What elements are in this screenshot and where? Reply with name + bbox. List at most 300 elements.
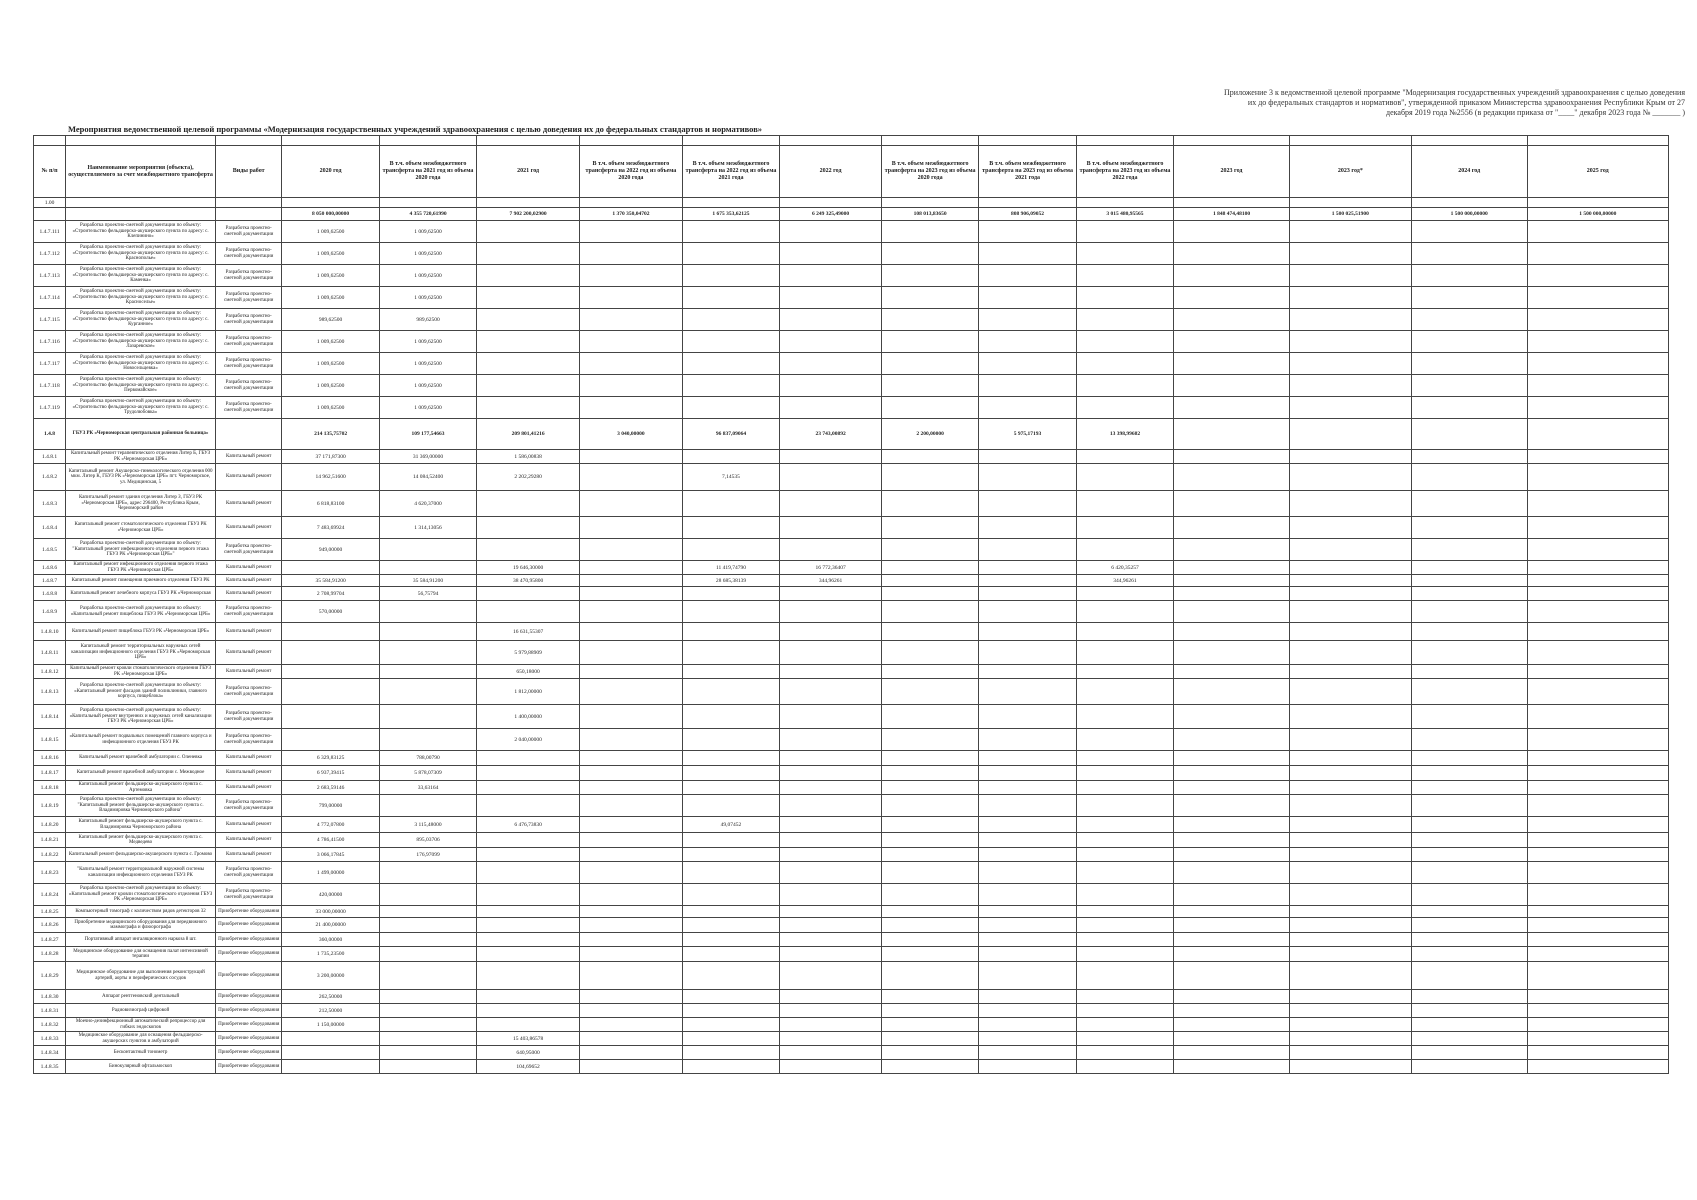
row-number: 1.4.8.32 bbox=[34, 1018, 66, 1032]
amount-cell bbox=[477, 397, 580, 419]
amount-cell bbox=[881, 933, 978, 947]
amount-cell bbox=[282, 1046, 379, 1060]
column-header: 2020 год bbox=[282, 146, 379, 198]
amount-cell bbox=[780, 862, 882, 884]
amount-cell bbox=[682, 1004, 779, 1018]
work-type: Капитальный ремонт bbox=[216, 766, 282, 781]
amount-cell bbox=[1289, 287, 1411, 309]
amount-cell bbox=[580, 833, 683, 848]
work-type: Приобретение оборудования bbox=[216, 1032, 282, 1046]
row-number: 1.4.7.116 bbox=[34, 331, 66, 353]
amount-cell: 1 370 350,04702 bbox=[580, 208, 683, 221]
measure-name: Разработка проектно-сметной документации по объекту: «Капитальный ремонт внутренних и наружных сетей канализации ГБУЗ РК «Черноморская ЦРБ» bbox=[66, 705, 216, 729]
amount-cell: 1 009,62500 bbox=[379, 243, 476, 265]
amount-cell bbox=[379, 990, 476, 1004]
amount-cell bbox=[1289, 679, 1411, 705]
amount-cell bbox=[1411, 833, 1527, 848]
amount-cell bbox=[1289, 705, 1411, 729]
amount-cell: 1 009,62500 bbox=[282, 221, 379, 243]
row-number: 1.4.8.19 bbox=[34, 795, 66, 817]
amount-cell: 23 743,00892 bbox=[780, 419, 882, 450]
amount-cell bbox=[1076, 243, 1173, 265]
amount-cell bbox=[580, 198, 683, 208]
amount-cell bbox=[881, 1060, 978, 1074]
amount-cell bbox=[881, 587, 978, 601]
amount-cell: 1 500 000,00000 bbox=[1527, 208, 1669, 221]
work-type: Капитальный ремонт bbox=[216, 848, 282, 862]
table-row bbox=[34, 751, 1669, 766]
amount-cell bbox=[780, 517, 882, 539]
amount-cell bbox=[1076, 990, 1173, 1004]
row-number: 1.4.7.118 bbox=[34, 375, 66, 397]
measure-name: Капитальный ремонт фельдшерско-акушерского пункта с. Владимировка Черноморского района bbox=[66, 817, 216, 833]
amount-cell bbox=[979, 705, 1076, 729]
amount-cell bbox=[580, 221, 683, 243]
work-type: Капитальный ремонт bbox=[216, 781, 282, 795]
amount-cell bbox=[881, 397, 978, 419]
amount-cell: 640,95000 bbox=[477, 1046, 580, 1060]
amount-cell bbox=[1289, 243, 1411, 265]
row-number: 1.4.8.13 bbox=[34, 679, 66, 705]
amount-cell bbox=[682, 862, 779, 884]
amount-cell: 1 812,00000 bbox=[477, 679, 580, 705]
row-number: 1.4.8.8 bbox=[34, 587, 66, 601]
row-number: 1.4.8.14 bbox=[34, 705, 66, 729]
work-type: Разработка проектно-сметной документации bbox=[216, 539, 282, 561]
amount-cell bbox=[979, 962, 1076, 990]
amount-cell bbox=[780, 906, 882, 918]
amount-cell bbox=[379, 884, 476, 906]
row-number: 1.4.8.27 bbox=[34, 933, 66, 947]
table-row bbox=[34, 848, 1669, 862]
measure-name: Компьютерный томограф с количеством рядов детекторов 32 bbox=[66, 906, 216, 918]
row-number: 1.4.8.21 bbox=[34, 833, 66, 848]
row-number: 1.4.7.113 bbox=[34, 265, 66, 287]
amount-cell: 6 420,35257 bbox=[1076, 561, 1173, 575]
amount-cell bbox=[682, 990, 779, 1004]
amount-cell bbox=[1174, 1018, 1290, 1032]
amount-cell bbox=[1527, 265, 1669, 287]
spacer-cell bbox=[282, 136, 379, 146]
spacer-cell bbox=[216, 136, 282, 146]
amount-cell bbox=[1289, 729, 1411, 751]
amount-cell bbox=[979, 1060, 1076, 1074]
appendix-line-1: Приложение 3 к ведомственной целевой программе "Модернизация государственных учреждений здравоохранения с целью доведения bbox=[1224, 88, 1685, 97]
amount-cell bbox=[477, 265, 580, 287]
amount-cell bbox=[1527, 198, 1669, 208]
amount-cell bbox=[1174, 990, 1290, 1004]
amount-cell bbox=[881, 1018, 978, 1032]
amount-cell bbox=[881, 601, 978, 623]
row-number: 1.4.8.23 bbox=[34, 862, 66, 884]
amount-cell bbox=[682, 795, 779, 817]
table-row bbox=[34, 833, 1669, 848]
amount-cell: 989,62500 bbox=[379, 309, 476, 331]
amount-cell bbox=[1289, 962, 1411, 990]
amount-cell: 1 150,00000 bbox=[282, 1018, 379, 1032]
amount-cell bbox=[1411, 817, 1527, 833]
amount-cell bbox=[780, 243, 882, 265]
amount-cell bbox=[477, 517, 580, 539]
amount-cell bbox=[881, 918, 978, 933]
table-row bbox=[34, 1032, 1669, 1046]
amount-cell bbox=[1289, 587, 1411, 601]
amount-cell bbox=[580, 1018, 683, 1032]
amount-cell bbox=[1174, 331, 1290, 353]
amount-cell bbox=[1527, 375, 1669, 397]
amount-cell bbox=[580, 561, 683, 575]
amount-cell bbox=[1289, 601, 1411, 623]
amount-cell bbox=[1411, 990, 1527, 1004]
amount-cell bbox=[477, 848, 580, 862]
amount-cell bbox=[780, 729, 882, 751]
amount-cell bbox=[682, 962, 779, 990]
amount-cell bbox=[379, 729, 476, 751]
amount-cell bbox=[1076, 353, 1173, 375]
measure-name: Капитальный ремонт терапевтического отделения Литер Б, ГБУЗ РК «Черноморская ЦРБ» bbox=[66, 450, 216, 464]
amount-cell bbox=[580, 641, 683, 665]
table-row bbox=[34, 1004, 1669, 1018]
amount-cell bbox=[1174, 587, 1290, 601]
amount-cell bbox=[1174, 918, 1290, 933]
amount-cell bbox=[379, 601, 476, 623]
amount-cell: 56,75794 bbox=[379, 587, 476, 601]
column-header: Виды работ bbox=[216, 146, 282, 198]
amount-cell bbox=[1527, 1046, 1669, 1060]
amount-cell bbox=[580, 539, 683, 561]
work-type: Разработка проектно-сметной документации bbox=[216, 397, 282, 419]
table-row bbox=[34, 705, 1669, 729]
amount-cell bbox=[1174, 309, 1290, 331]
amount-cell bbox=[1289, 665, 1411, 679]
spacer-cell bbox=[477, 136, 580, 146]
measure-name: Моечно-дезинфекционный автоматический репроцессор для гибких эндоскопов bbox=[66, 1018, 216, 1032]
amount-cell: 8 050 000,00000 bbox=[282, 208, 379, 221]
amount-cell bbox=[1289, 817, 1411, 833]
amount-cell bbox=[682, 198, 779, 208]
measure-name: Капитальный ремонт территориальных наружных сетей канализации инфекционного отделения ГБУЗ РК «Черноморская ЦРБ» bbox=[66, 641, 216, 665]
spacer-cell bbox=[34, 136, 66, 146]
amount-cell bbox=[682, 833, 779, 848]
amount-cell bbox=[780, 641, 882, 665]
measure-name: Капитальный ремонт кровли стоматологического отделения ГБУЗ РК «Черноморская ЦРБ» bbox=[66, 665, 216, 679]
row-number: 1.00 bbox=[34, 198, 66, 208]
spacer-cell bbox=[379, 136, 476, 146]
amount-cell bbox=[580, 795, 683, 817]
amount-cell bbox=[580, 450, 683, 464]
amount-cell: 570,00000 bbox=[282, 601, 379, 623]
amount-cell bbox=[1527, 353, 1669, 375]
amount-cell bbox=[1411, 795, 1527, 817]
amount-cell bbox=[1411, 623, 1527, 641]
amount-cell bbox=[979, 1046, 1076, 1060]
amount-cell bbox=[780, 947, 882, 962]
amount-cell: 14 084,52400 bbox=[379, 464, 476, 491]
amount-cell bbox=[580, 729, 683, 751]
amount-cell bbox=[580, 1032, 683, 1046]
measure-name: Бесконтактный тонометр bbox=[66, 1046, 216, 1060]
spacer-cell bbox=[1527, 136, 1669, 146]
amount-cell bbox=[379, 623, 476, 641]
table-row bbox=[34, 491, 1669, 517]
amount-cell bbox=[780, 1018, 882, 1032]
table-row bbox=[34, 587, 1669, 601]
amount-cell bbox=[477, 539, 580, 561]
total-row bbox=[34, 208, 1669, 221]
amount-cell: 6 329,83125 bbox=[282, 751, 379, 766]
amount-cell: 2 200,00000 bbox=[881, 419, 978, 450]
amount-cell bbox=[1289, 848, 1411, 862]
amount-cell bbox=[1527, 331, 1669, 353]
amount-cell bbox=[780, 221, 882, 243]
amount-cell bbox=[979, 795, 1076, 817]
amount-cell bbox=[1289, 906, 1411, 918]
amount-cell bbox=[979, 990, 1076, 1004]
amount-cell bbox=[1527, 575, 1669, 587]
amount-cell bbox=[1174, 265, 1290, 287]
amount-cell: 13 398,99682 bbox=[1076, 419, 1173, 450]
amount-cell bbox=[282, 561, 379, 575]
amount-cell: 4 355 720,61990 bbox=[379, 208, 476, 221]
amount-cell: 1 400,00000 bbox=[477, 705, 580, 729]
amount-cell bbox=[1527, 450, 1669, 464]
measure-name: Медицинское оборудование для оснащения палат интенсивной терапии bbox=[66, 947, 216, 962]
amount-cell bbox=[1174, 517, 1290, 539]
table-row bbox=[34, 1018, 1669, 1032]
amount-cell bbox=[1174, 561, 1290, 575]
table-row bbox=[34, 947, 1669, 962]
appendix-line-3: декабря 2019 года №2556 (в редакции приказа от "____" декабря 2023 года № _______ ) bbox=[1386, 108, 1685, 117]
column-header: Наименование мероприятия (объекта), осуществляемого за счет межбюджетного трансферта bbox=[66, 146, 216, 198]
amount-cell: 5 975,17193 bbox=[979, 419, 1076, 450]
work-type: Разработка проектно-сметной документации bbox=[216, 265, 282, 287]
amount-cell bbox=[881, 817, 978, 833]
measure-name: Капитальный ремонт лечебного корпуса ГБУЗ РК «Черноморская bbox=[66, 587, 216, 601]
column-header: В т.ч. объем межбюджетного трансферта на 2023 год из объема 2022 года bbox=[1076, 146, 1173, 198]
amount-cell: 49,07452 bbox=[682, 817, 779, 833]
amount-cell bbox=[477, 795, 580, 817]
amount-cell: 4 772,07800 bbox=[282, 817, 379, 833]
amount-cell bbox=[881, 575, 978, 587]
amount-cell bbox=[1076, 198, 1173, 208]
amount-cell bbox=[1411, 265, 1527, 287]
amount-cell bbox=[1527, 705, 1669, 729]
amount-cell bbox=[1527, 1060, 1669, 1074]
amount-cell bbox=[1289, 990, 1411, 1004]
table-row bbox=[34, 464, 1669, 491]
amount-cell: 262,50000 bbox=[282, 990, 379, 1004]
amount-cell: 1 009,62500 bbox=[282, 287, 379, 309]
amount-cell bbox=[282, 705, 379, 729]
amount-cell bbox=[580, 287, 683, 309]
amount-cell: 7 902 200,02900 bbox=[477, 208, 580, 221]
amount-cell bbox=[881, 243, 978, 265]
amount-cell bbox=[1411, 587, 1527, 601]
amount-cell bbox=[1289, 1018, 1411, 1032]
row-number bbox=[34, 208, 66, 221]
amount-cell bbox=[477, 990, 580, 1004]
amount-cell bbox=[580, 918, 683, 933]
column-header: В т.ч. объем межбюджетного трансферта на 2022 год из объема 2021 года bbox=[682, 146, 779, 198]
amount-cell bbox=[1076, 587, 1173, 601]
measure-name bbox=[66, 198, 216, 208]
amount-cell bbox=[477, 353, 580, 375]
table-row bbox=[34, 918, 1669, 933]
amount-cell bbox=[979, 491, 1076, 517]
table-row bbox=[34, 623, 1669, 641]
table-row bbox=[34, 601, 1669, 623]
amount-cell bbox=[1289, 397, 1411, 419]
amount-cell bbox=[780, 287, 882, 309]
amount-cell bbox=[580, 848, 683, 862]
amount-cell bbox=[1289, 933, 1411, 947]
amount-cell bbox=[682, 918, 779, 933]
amount-cell bbox=[682, 287, 779, 309]
work-type: Приобретение оборудования bbox=[216, 962, 282, 990]
amount-cell bbox=[682, 375, 779, 397]
row-number: 1.4.8.16 bbox=[34, 751, 66, 766]
amount-cell bbox=[1411, 933, 1527, 947]
amount-cell: 989,62500 bbox=[282, 309, 379, 331]
amount-cell bbox=[979, 287, 1076, 309]
row-number: 1.4.8.5 bbox=[34, 539, 66, 561]
amount-cell bbox=[881, 962, 978, 990]
amount-cell bbox=[881, 705, 978, 729]
amount-cell: 109 177,54663 bbox=[379, 419, 476, 450]
amount-cell bbox=[780, 679, 882, 705]
amount-cell bbox=[1076, 1018, 1173, 1032]
amount-cell bbox=[979, 198, 1076, 208]
table-row bbox=[34, 243, 1669, 265]
amount-cell bbox=[1411, 491, 1527, 517]
amount-cell: 33 000,00000 bbox=[282, 906, 379, 918]
measure-name: Капитальный ремонт фельдшерско-акушерского пункта с. Артемовка bbox=[66, 781, 216, 795]
column-header: 2023 год* bbox=[1289, 146, 1411, 198]
measure-name: Разработка проектно-сметной документации по объекту: «Капитальный ремонт пищеблока ГБУЗ РК «Черноморская ЦРБ» bbox=[66, 601, 216, 623]
amount-cell bbox=[1076, 450, 1173, 464]
amount-cell bbox=[780, 450, 882, 464]
row-number: 1.4.8.12 bbox=[34, 665, 66, 679]
amount-cell bbox=[682, 1018, 779, 1032]
work-type: Капитальный ремонт bbox=[216, 517, 282, 539]
amount-cell bbox=[580, 353, 683, 375]
amount-cell bbox=[1076, 221, 1173, 243]
amount-cell bbox=[1174, 848, 1290, 862]
amount-cell bbox=[682, 265, 779, 287]
measure-name: Капитальный ремонт стоматологического отделения ГБУЗ РК «Черноморская ЦРБ» bbox=[66, 517, 216, 539]
amount-cell bbox=[682, 331, 779, 353]
amount-cell bbox=[682, 587, 779, 601]
amount-cell: 11 419,74790 bbox=[682, 561, 779, 575]
amount-cell bbox=[477, 331, 580, 353]
amount-cell bbox=[477, 1018, 580, 1032]
amount-cell: 15 403,86578 bbox=[477, 1032, 580, 1046]
amount-cell bbox=[1527, 990, 1669, 1004]
amount-cell bbox=[780, 848, 882, 862]
amount-cell bbox=[979, 243, 1076, 265]
amount-cell bbox=[682, 1032, 779, 1046]
amount-cell bbox=[1411, 1046, 1527, 1060]
amount-cell bbox=[979, 464, 1076, 491]
work-type: Разработка проектно-сметной документации bbox=[216, 287, 282, 309]
amount-cell: 5 878,07309 bbox=[379, 766, 476, 781]
amount-cell bbox=[580, 781, 683, 795]
amount-cell bbox=[379, 1046, 476, 1060]
amount-cell bbox=[1076, 517, 1173, 539]
amount-cell bbox=[580, 906, 683, 918]
amount-cell bbox=[682, 491, 779, 517]
table-row bbox=[34, 221, 1669, 243]
amount-cell bbox=[979, 539, 1076, 561]
amount-cell: 1 500 025,51900 bbox=[1289, 208, 1411, 221]
table-row bbox=[34, 561, 1669, 575]
amount-cell bbox=[1527, 419, 1669, 450]
amount-cell bbox=[379, 665, 476, 679]
amount-cell: 1 009,62500 bbox=[282, 353, 379, 375]
table-row bbox=[34, 517, 1669, 539]
amount-cell: 6 937,39415 bbox=[282, 766, 379, 781]
amount-cell bbox=[1289, 862, 1411, 884]
amount-cell bbox=[1527, 464, 1669, 491]
amount-cell bbox=[1076, 962, 1173, 990]
amount-cell: 420,00000 bbox=[282, 884, 379, 906]
table-row bbox=[34, 862, 1669, 884]
amount-cell bbox=[1411, 729, 1527, 751]
measure-name: «Капитальный ремонт подвальных помещений главного корпуса и инфекционного отделения ГБУЗ РК bbox=[66, 729, 216, 751]
amount-cell bbox=[881, 287, 978, 309]
amount-cell bbox=[1411, 198, 1527, 208]
amount-cell bbox=[780, 833, 882, 848]
amount-cell bbox=[580, 766, 683, 781]
amount-cell bbox=[1527, 962, 1669, 990]
amount-cell bbox=[979, 862, 1076, 884]
amount-cell bbox=[881, 884, 978, 906]
amount-cell bbox=[682, 623, 779, 641]
amount-cell bbox=[477, 962, 580, 990]
amount-cell bbox=[979, 1018, 1076, 1032]
column-header: 2022 год bbox=[780, 146, 882, 198]
row-number: 1.4.8.6 bbox=[34, 561, 66, 575]
amount-cell bbox=[477, 198, 580, 208]
column-header: 2023 год bbox=[1174, 146, 1290, 198]
amount-cell bbox=[1411, 906, 1527, 918]
amount-cell bbox=[477, 766, 580, 781]
amount-cell bbox=[881, 1004, 978, 1018]
amount-cell bbox=[1076, 848, 1173, 862]
table-row bbox=[34, 309, 1669, 331]
spacer-cell bbox=[682, 136, 779, 146]
amount-cell bbox=[979, 450, 1076, 464]
amount-cell bbox=[881, 353, 978, 375]
amount-cell bbox=[780, 1004, 882, 1018]
amount-cell bbox=[282, 623, 379, 641]
amount-cell bbox=[682, 397, 779, 419]
column-header: В т.ч. объем межбюджетного трансферта на 2023 год из объема 2020 года bbox=[881, 146, 978, 198]
amount-cell bbox=[1076, 1004, 1173, 1018]
amount-cell bbox=[881, 947, 978, 962]
measure-name: Медицинское оборудование для оснащения фельдшерско-акушерских пунктов и амбулаторий bbox=[66, 1032, 216, 1046]
amount-cell bbox=[1411, 331, 1527, 353]
amount-cell bbox=[1174, 729, 1290, 751]
amount-cell bbox=[1076, 309, 1173, 331]
amount-cell bbox=[682, 450, 779, 464]
amount-cell bbox=[682, 1060, 779, 1074]
work-type: Разработка проектно-сметной документации bbox=[216, 375, 282, 397]
table-row bbox=[34, 933, 1669, 947]
amount-cell bbox=[1527, 795, 1669, 817]
amount-cell bbox=[780, 1032, 882, 1046]
amount-cell: 2 040,00000 bbox=[477, 729, 580, 751]
